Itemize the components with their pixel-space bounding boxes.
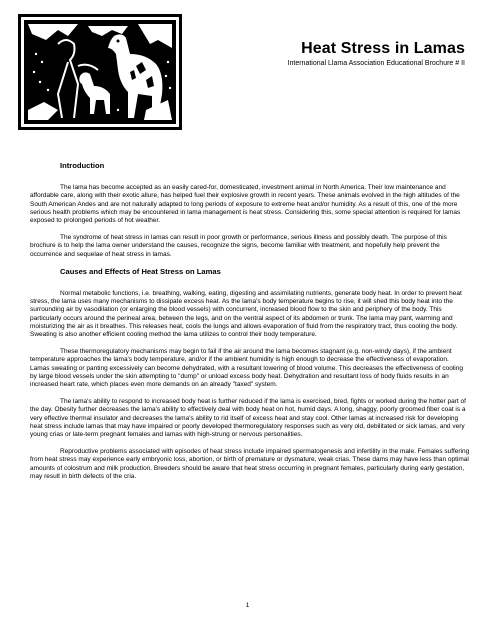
- document-subtitle: International Llama Association Educational Brochure # II: [287, 60, 465, 67]
- document-body: [30, 162, 470, 490]
- paragraph: Normal metabolic functions, i.e. breathing, walking, eating, digesting and assimilating nutrients, generate body heat. In order to prevent heat stress, the lama uses many mechanisms to dissipate excess heat. As the lama's body temperature begins to rise, it will shed this body heat into the surrounding air by vasodilation (or enlarging the blood vessels) with concurrent, increased blood flow to the skin and periphery of the body. This particularly occurs around the perineal area, between the legs, and on the ventral aspect of its abdomen or trunk. The lama may pant, warming and moisturizing the air as it breathes. This releases heat, cools the lungs and allows evaporation of fluid from the respiratory tract, thus cooling the body. Sweating is also another efficient cooling method the lama utilizes to control their body temperature.: [30, 290, 462, 339]
- section-heading-causes-and-effects: Causes and Effects of Heat Stress on Lamas: [60, 266, 221, 276]
- page-number: 1: [245, 602, 250, 609]
- paragraph: The lama's ability to respond to increased body heat is further reduced if the lama is exercised, bred, fights or worked during the hotter part of the day. Obesity further decreases the lama's ability to effectively deal with body heat on hot, humid days. A long, shaggy, poorly groomed fiber coat is a very effective thermal insulator and decreases the lama's ability to rid itself of excess heat and stay cool. Other lamas at increased risk for developing heat stress include lamas that may have impaired or poorly developed thermoregulatory responses such as very old, debilitated or sick lamas, and very young crias or late-term pregnant females and lamas with high-strung or nervous personalities.: [30, 398, 466, 439]
- section-heading-introduction: Introduction: [60, 161, 105, 170]
- paragraph: These thermoregulatory mechanisms may begin to fail if the air around the lama becomes stagnant (e.g. non-windy days), if the ambient temperature approaches the lama's body temperature, and/or if the ambient humidity is high enough to decrease the effectiveness of evaporation. Lamas sweating or panting excessively can become dehydrated, with a resultant lowering of blood volume. This decreases the effectiveness of cooling by large blood vessels under the skin attempting to "dump" or unload excess body heat. Dehydration and resultant loss of body fluids results in an increased heart rate, which places even more demands on an already "taxed" system.: [30, 348, 463, 389]
- document-title: Heat Stress in Lamas: [301, 40, 465, 57]
- llama-woodcut-illustration: [18, 14, 182, 130]
- paragraph: The syndrome of heat stress in lamas can result in poor growth or performance, serious illness and possibly death. The purpose of this brochure is to help the lama owner understand the causes, recognize the signs, become familiar with treatment, and hopefully help prevent the occurrence and sequelae of heat stress in lamas.: [30, 234, 447, 258]
- paragraph: Reproductive problems associated with episodes of heat stress include impaired spermatogenesis and infertility in the male. Females suffering from heat stress may experience early embryonic loss, abortion, or birth of premature or dysmature, weak crias. These dams may have less than optimal amounts of colostrum and milk production. Breeders should be aware that heat stress occurring in pregnant females, particularly during early gestation, may result in birth defects of the cria.: [30, 448, 470, 480]
- paragraph: The lama has become accepted as an easily cared-for, domesticated, investment animal in North America. Their low maintenance and affordable care, along with their exotic allure, has helped fuel their explosive growth in recent years. These animals evolved in the high altitudes of the South American Andes and are not naturally adapted to long periods of exposure to extreme heat and/or humidity. As a result of this, one of the more serious health problems which may be encountered in lama management is heat stress. Considering this, some special attention is required for lamas exposed to prolonged periods of hot weather.: [30, 184, 461, 225]
